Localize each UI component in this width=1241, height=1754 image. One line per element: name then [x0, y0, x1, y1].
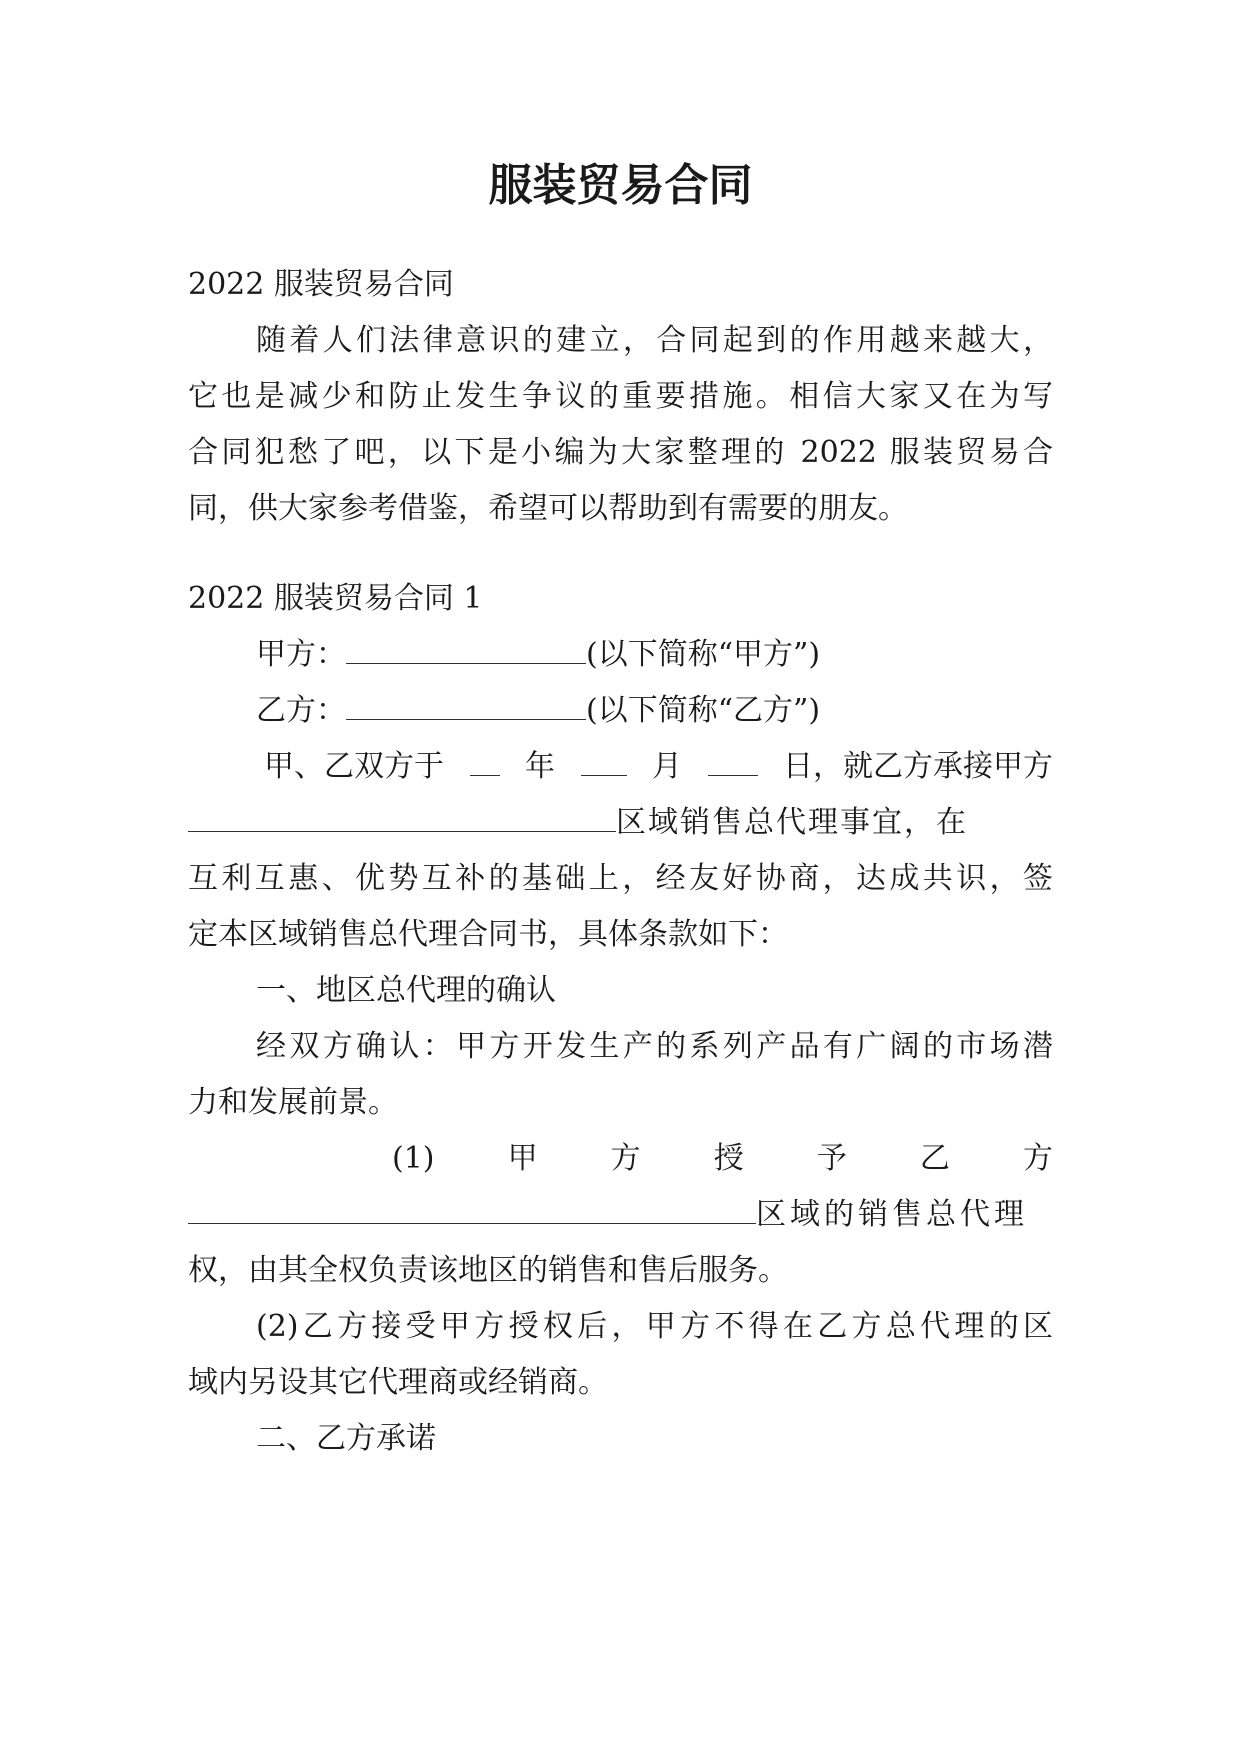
month-blank [581, 747, 627, 776]
date-line [264, 747, 1053, 787]
item1-word: 予 [816, 1141, 847, 1176]
section1-para-line-1: 经双方确认：甲方开发生产的系列产品有广阔的市场潜 [256, 1029, 1053, 1064]
document-title: 服装贸易合同 [488, 160, 753, 211]
intro-line-3: 合同犯愁了吧，以下是小编为大家整理的 2022 服装贸易合 [188, 435, 1053, 470]
day-blank [708, 747, 758, 776]
month-label: 月 [652, 749, 682, 784]
intro-line-1: 随着人们法律意识的建立，合同起到的作用越来越大， [256, 323, 1053, 358]
body-line-2: 定本区域销售总代理合同书，具体条款如下： [188, 917, 788, 952]
body-line-1: 互利互惠、优势互补的基础上，经友好协商，达成共识，签 [188, 861, 1053, 896]
item1-word: 方 [610, 1141, 641, 1176]
party-a-label: 甲方： [256, 637, 346, 672]
item1-word: 乙 [919, 1141, 950, 1176]
section2-title: 二、乙方承诺 [256, 1421, 436, 1456]
item1-number: (1) [392, 1141, 435, 1176]
item1-line-2 [188, 1195, 1053, 1235]
party-b-blank [346, 691, 586, 720]
section1-title: 一、地区总代理的确认 [256, 973, 556, 1008]
party-a-suffix: (以下简称“甲方”) [586, 637, 821, 672]
item1-suffix: 区域的销售总代理 [756, 1197, 1028, 1232]
party-a-line [256, 635, 1053, 675]
item1-word: 方 [1022, 1141, 1053, 1176]
party-b-suffix: (以下简称“乙方”) [586, 693, 821, 728]
section1-para-line-2: 力和发展前景。 [188, 1085, 398, 1120]
item1-line-3: 权，由其全权负责该地区的销售和售后服务。 [188, 1253, 788, 1288]
item1-word: 授 [713, 1141, 744, 1176]
item1-line-1 [392, 1139, 1053, 1179]
item2-line-1: (2)乙方接受甲方授权后，甲方不得在乙方总代理的区 [256, 1309, 1053, 1344]
item1-region-blank [188, 1195, 756, 1224]
date-line-start: 甲、乙双方于 [264, 749, 444, 784]
party-b-label: 乙方： [256, 693, 346, 728]
intro-line-4: 同，供大家参考借鉴，希望可以帮助到有需要的朋友。 [188, 491, 908, 526]
intro-line-2: 它也是减少和防止发生争议的重要措施。相信大家又在为写 [188, 379, 1053, 414]
item1-word: 甲 [507, 1141, 538, 1176]
party-a-blank [346, 635, 586, 664]
year-blank [470, 747, 500, 776]
region-line [188, 803, 1053, 843]
region-line-suffix: 区域销售总代理事宜，在 [616, 805, 968, 840]
item2-line-2: 域内另设其它代理商或经销商。 [188, 1365, 608, 1400]
date-line-end: 日，就乙方承接甲方 [783, 749, 1053, 784]
region-blank [188, 803, 616, 832]
section-heading: 2022 服装贸易合同 [188, 267, 454, 302]
contract-heading: 2022 服装贸易合同 1 [188, 581, 483, 616]
year-label: 年 [525, 749, 555, 784]
party-b-line [256, 691, 1053, 731]
